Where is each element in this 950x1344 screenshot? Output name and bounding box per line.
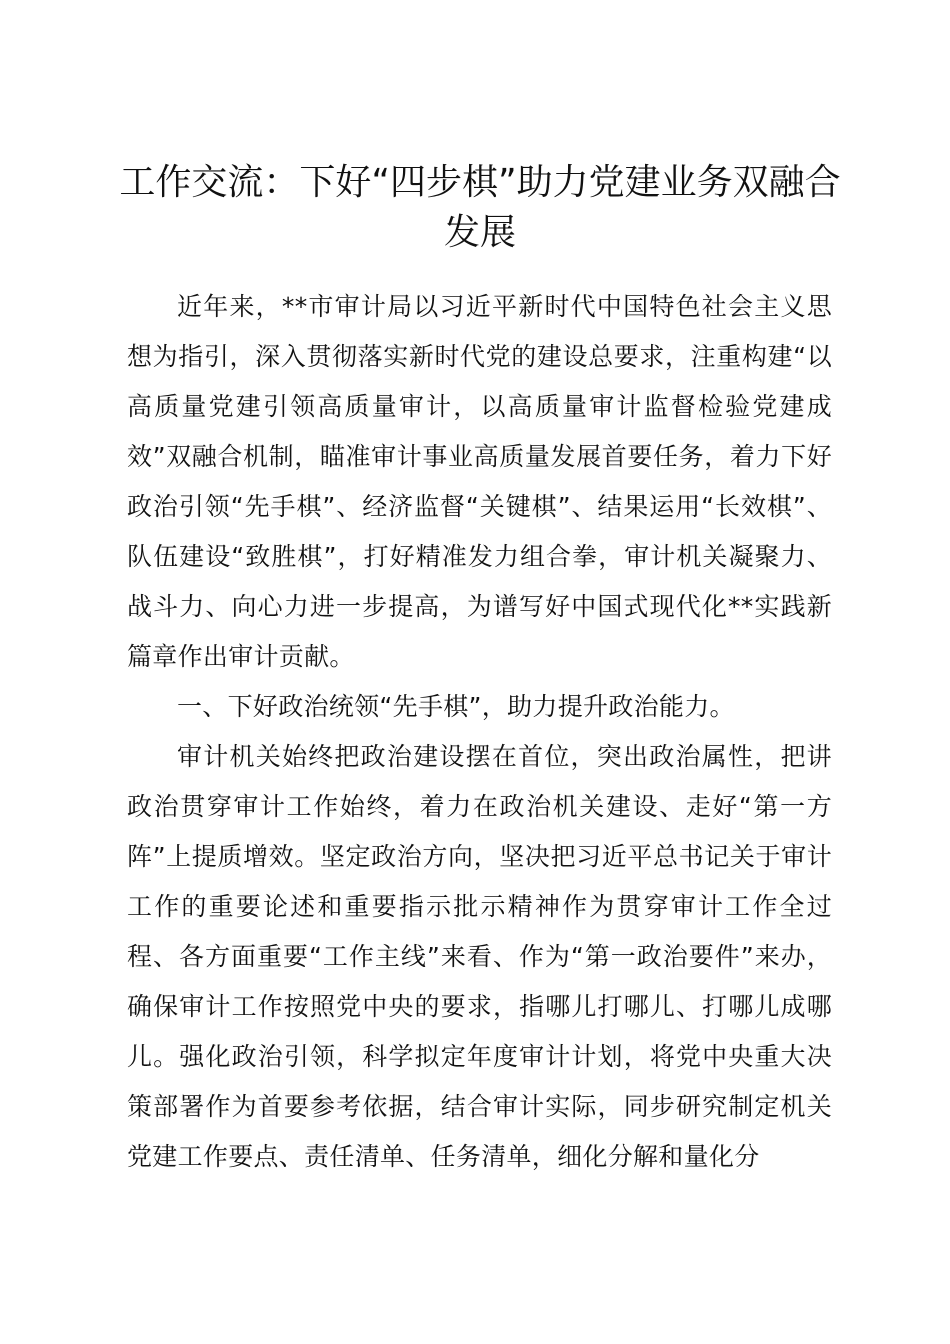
intro-paragraph: 近年来，**市审计局以习近平新时代中国特色社会主义思想为指引，深入贯彻落实新时代党的建设总要求，注重构建“以高质量党建引领高质量审计，以高质量审计监督检验党建成效”双融合机制，瞄准审计事业高质量发展首要任务，着力下好政治引领“先手棋”、经济监督“关键棋”、结果运用“长效棋”、队伍建设“致胜棋”，打好精准发力组合拳，审计机关凝聚力、战斗力、向心力进一步提高，为谱写好中国式现代化**实践新篇章作出审计贡献。: [127, 292, 832, 671]
body-paragraph: 审计机关始终把政治建设摆在首位，突出政治属性，把讲政治贯穿审计工作始终，着力在政治机关建设、走好“第一方阵”上提质增效。坚定政治方向，坚决把习近平总书记关于审计工作的重要论述和重要指示批示精神作为贯穿审计工作全过程、各方面重要“工作主线”来看、作为“第一政治要件”来办，确保审计工作按照党中央的要求，指哪儿打哪儿、打哪儿成哪儿。强化政治引领，科学拟定年度审计计划，将党中央重大决策部署作为首要参考依据，结合审计实际，同步研究制定机关党建工作要点、责任清单、任务清单，细化分解和量化分: [127, 742, 832, 1171]
section-heading: 一、下好政治统领“先手棋”，助力提升政治能力。: [177, 692, 735, 721]
document-title: 工作交流：下好“四步棋”助力党建业务双融合发展: [119, 162, 841, 253]
document-body: [127, 282, 832, 1182]
